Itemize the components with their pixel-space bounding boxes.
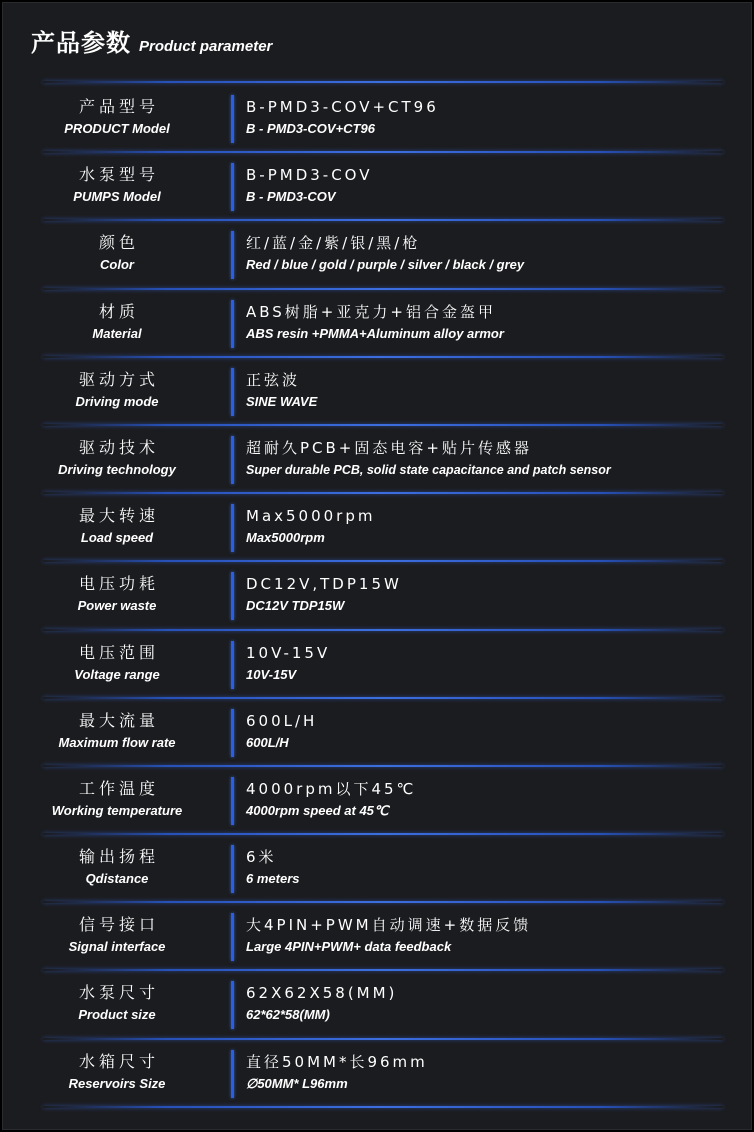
label-en: Product size	[78, 1007, 156, 1023]
row-value	[246, 438, 743, 479]
label-en: Qdistance	[85, 871, 149, 887]
column-divider	[231, 777, 234, 825]
row-label	[3, 643, 231, 684]
row-label	[3, 370, 231, 411]
spec-row-driving-technology	[3, 426, 753, 494]
column-divider	[231, 231, 234, 279]
column-divider	[231, 913, 234, 961]
column-divider	[231, 709, 234, 757]
value-cn: 4000rpm以下45℃	[246, 779, 417, 798]
column-divider	[231, 981, 234, 1029]
label-cn: 产品型号	[78, 97, 159, 116]
value-cn: 正弦波	[246, 370, 301, 389]
value-en: Large 4PIN+PWM+ data feedback	[246, 939, 452, 955]
row-label	[3, 574, 231, 615]
column-divider	[231, 95, 234, 143]
label-cn: 最大转速	[78, 506, 159, 526]
value-en: ∅50MM* L96mm	[246, 1075, 348, 1091]
label-cn: 水泵型号	[78, 165, 159, 185]
spec-row-reservoirs-size	[3, 1040, 753, 1108]
row-label	[3, 438, 231, 479]
value-cn: B-PMD3-COV+CT96	[246, 98, 439, 116]
column-divider	[231, 504, 234, 552]
label-cn: 水泵尺寸	[78, 983, 159, 1003]
row-label	[3, 233, 231, 274]
row-value	[246, 302, 743, 343]
column-divider	[231, 641, 234, 689]
row-value	[246, 506, 743, 547]
value-cn: 62X62X58(MM)	[246, 984, 398, 1003]
value-cn: 6米	[246, 848, 277, 867]
value-cn: Max5000rpm	[246, 507, 376, 526]
label-en: Load speed	[80, 530, 154, 546]
value-en: 10V-15V	[246, 666, 297, 682]
title-cn: 产品参数	[31, 29, 131, 57]
column-divider	[231, 368, 234, 416]
value-en: SINE WAVE	[246, 393, 318, 409]
row-value	[246, 779, 743, 820]
row-value	[246, 574, 743, 615]
label-en: Driving technology	[58, 461, 176, 477]
value-en: 62*62*58(MM)	[246, 1007, 330, 1023]
spec-row-load-speed	[3, 494, 753, 562]
spec-row-color	[3, 221, 753, 289]
value-en: 600L/H	[246, 734, 289, 750]
label-en: Maximum flow rate	[58, 734, 176, 750]
label-cn: 最大流量	[78, 710, 159, 730]
value-cn: DC12V,TDP15W	[246, 575, 402, 594]
row-label	[3, 847, 231, 888]
value-cn: ABS树脂+亚克力+铝合金盔甲	[246, 302, 496, 321]
spec-row-material	[3, 290, 753, 358]
spec-row-working-temperature	[3, 767, 753, 835]
row-label	[3, 97, 231, 138]
label-cn: 颜色	[98, 233, 139, 253]
value-cn: 600L/H	[246, 711, 318, 730]
label-en: Color	[100, 257, 134, 273]
label-cn: 电压功耗	[78, 574, 159, 594]
row-label	[3, 711, 231, 752]
value-en: 4000rpm speed at 45℃	[246, 802, 389, 818]
value-en: B - PMD3-COV	[246, 189, 336, 205]
page-title	[31, 23, 272, 55]
spec-table	[3, 85, 753, 1108]
spec-row-signal-interface	[3, 903, 753, 971]
row-label	[3, 779, 231, 820]
label-en: Driving mode	[75, 393, 159, 409]
spec-row-max-flow-rate	[3, 699, 753, 767]
label-cn: 工作温度	[78, 778, 159, 798]
row-label	[3, 506, 231, 547]
spec-row-pumps-model	[3, 153, 753, 221]
value-cn: 大4PIN+PWM自动调速+数据反馈	[246, 916, 532, 935]
row-divider-top	[43, 81, 723, 83]
label-cn: 水箱尺寸	[78, 1051, 159, 1071]
value-en: ABS resin +PMMA+Aluminum alloy armor	[246, 325, 504, 341]
label-en: Power waste	[77, 598, 157, 614]
value-en: Super durable PCB, solid state capacitance and patch sensor	[246, 462, 611, 477]
label-en: Working temperature	[51, 802, 183, 818]
spec-row-product-model	[3, 85, 753, 153]
label-en: Material	[92, 325, 142, 341]
spec-row-voltage-range	[3, 631, 753, 699]
value-en: 6 meters	[246, 871, 300, 887]
label-cn: 信号接口	[78, 915, 159, 935]
row-divider	[43, 1106, 723, 1108]
row-value	[246, 983, 743, 1024]
spec-row-product-size	[3, 971, 753, 1039]
value-cn: B-PMD3-COV	[246, 166, 373, 185]
label-cn: 材质	[98, 301, 139, 321]
label-cn: 输出扬程	[78, 847, 159, 867]
column-divider	[231, 436, 234, 484]
row-value	[246, 711, 743, 752]
column-divider	[231, 1050, 234, 1098]
value-en: DC12V TDP15W	[246, 598, 345, 614]
row-value	[246, 915, 743, 956]
row-label	[3, 1052, 231, 1093]
value-cn: 直径50MM*长96mm	[246, 1052, 428, 1071]
value-cn: 10V-15V	[246, 643, 331, 662]
column-divider	[231, 300, 234, 348]
spec-row-power-waste	[3, 562, 753, 630]
spec-panel	[2, 2, 752, 1130]
row-value	[246, 97, 743, 138]
row-value	[246, 370, 743, 411]
column-divider	[231, 845, 234, 893]
row-label	[3, 915, 231, 956]
label-cn: 驱动方式	[78, 369, 159, 389]
value-cn: 超耐久PCB+固态电容+贴片传感器	[246, 438, 532, 457]
row-label	[3, 983, 231, 1024]
label-cn: 驱动技术	[78, 437, 159, 457]
row-label	[3, 302, 231, 343]
title-en: Product parameter	[139, 38, 273, 55]
value-cn: 红/蓝/金/紫/银/黑/枪	[246, 234, 421, 253]
row-value	[246, 165, 743, 206]
column-divider	[231, 163, 234, 211]
label-cn: 电压范围	[78, 642, 159, 662]
label-en: Signal interface	[68, 939, 166, 955]
label-en: Voltage range	[74, 666, 160, 682]
row-value	[246, 643, 743, 684]
spec-row-driving-mode	[3, 358, 753, 426]
spec-row-qdistance	[3, 835, 753, 903]
value-en: B - PMD3-COV+CT96	[246, 121, 375, 136]
column-divider	[231, 572, 234, 620]
label-en: PRODUCT Model	[64, 121, 170, 136]
value-en: Max5000rpm	[246, 530, 325, 546]
label-en: PUMPS Model	[73, 189, 161, 205]
row-value	[246, 233, 743, 274]
row-value	[246, 847, 743, 888]
row-label	[3, 165, 231, 206]
row-value	[246, 1052, 743, 1093]
value-en: Red / blue / gold / purple / silver / black / grey	[246, 257, 525, 273]
label-en: Reservoirs Size	[68, 1075, 166, 1091]
